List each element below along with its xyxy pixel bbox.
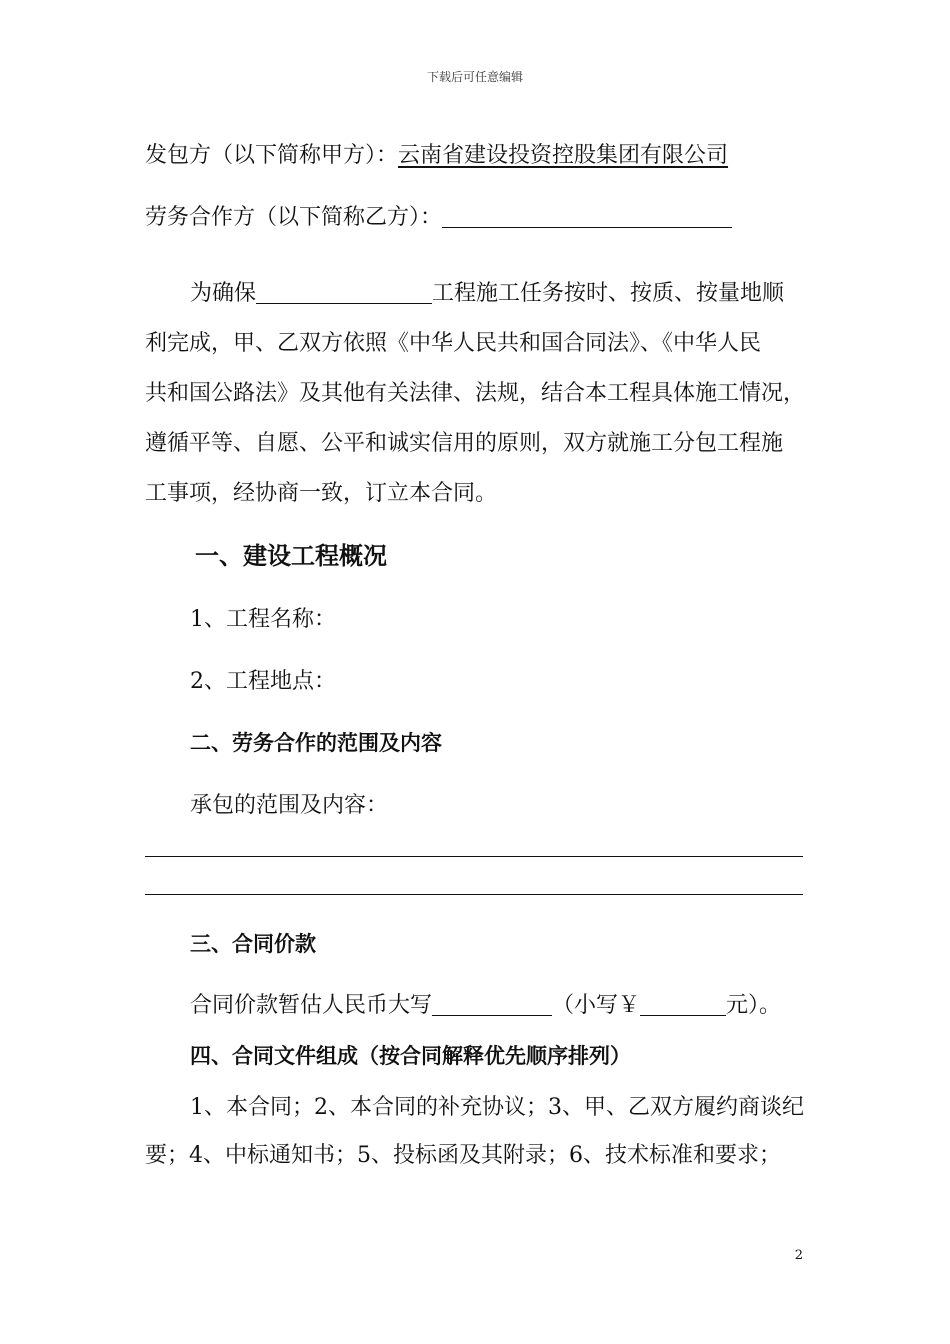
price-mid: （小写￥ bbox=[552, 993, 641, 1018]
scope-label: 承包的范围及内容： bbox=[190, 793, 389, 818]
intro-line-3: 共和国公路法》及其他有关法律、法规，结合本工程具体施工情况， bbox=[145, 381, 806, 406]
price-words-blank bbox=[432, 995, 552, 1016]
party-a-line bbox=[145, 138, 728, 169]
party-b-line bbox=[145, 200, 732, 231]
project-name-label: 1、工程名称： bbox=[190, 607, 336, 632]
section-3-title: 三、合同价款 bbox=[190, 932, 316, 956]
party-a-value: 云南省建设投资控股集团有限公司 bbox=[398, 143, 729, 168]
section-4-title: 四、合同文件组成（按合同解释优先顺序排列） bbox=[190, 1044, 631, 1068]
documents-line-1: 1、本合同；2、本合同的补充协议；3、甲、乙双方履约商谈纪 bbox=[190, 1095, 804, 1120]
intro-line-4: 遵循平等、自愿、公平和诚实信用的原则，双方就施工分包工程施 bbox=[145, 431, 784, 456]
section-2-title: 二、劳务合作的范围及内容 bbox=[190, 731, 442, 755]
scope-blank-line-2 bbox=[145, 894, 803, 895]
intro-line-1 bbox=[190, 276, 784, 307]
price-suffix: 元）。 bbox=[726, 993, 782, 1018]
page-number: 2 bbox=[794, 1248, 803, 1263]
party-b-blank bbox=[442, 207, 732, 228]
intro-prefix: 为确保 bbox=[190, 281, 257, 306]
intro-line-2: 利完成，甲、乙双方依照《中华人民共和国合同法》、《中华人民 bbox=[145, 331, 762, 356]
page-header: 下载后可任意编辑 bbox=[426, 70, 523, 84]
party-a-label: 发包方（以下简称甲方）： bbox=[145, 143, 399, 168]
scope-blank-line-1 bbox=[145, 856, 803, 857]
project-location-label: 2、工程地点： bbox=[190, 669, 336, 694]
intro-line-5: 工事项，经协商一致，订立本合同。 bbox=[145, 481, 498, 506]
intro-suffix: 工程施工任务按时、按质、按量地顺 bbox=[432, 281, 785, 306]
party-b-label: 劳务合作方（以下简称乙方）： bbox=[145, 205, 443, 230]
price-prefix: 合同价款暂估人民币大写 bbox=[190, 993, 433, 1018]
project-name-blank bbox=[256, 283, 432, 304]
section-1-title: 一、建设工程概况 bbox=[195, 542, 387, 570]
price-line bbox=[190, 988, 781, 1019]
price-figures-blank bbox=[640, 995, 726, 1016]
documents-line-2: 要；4、中标通知书；5、投标函及其附录；6、技术标准和要求； bbox=[145, 1143, 781, 1168]
